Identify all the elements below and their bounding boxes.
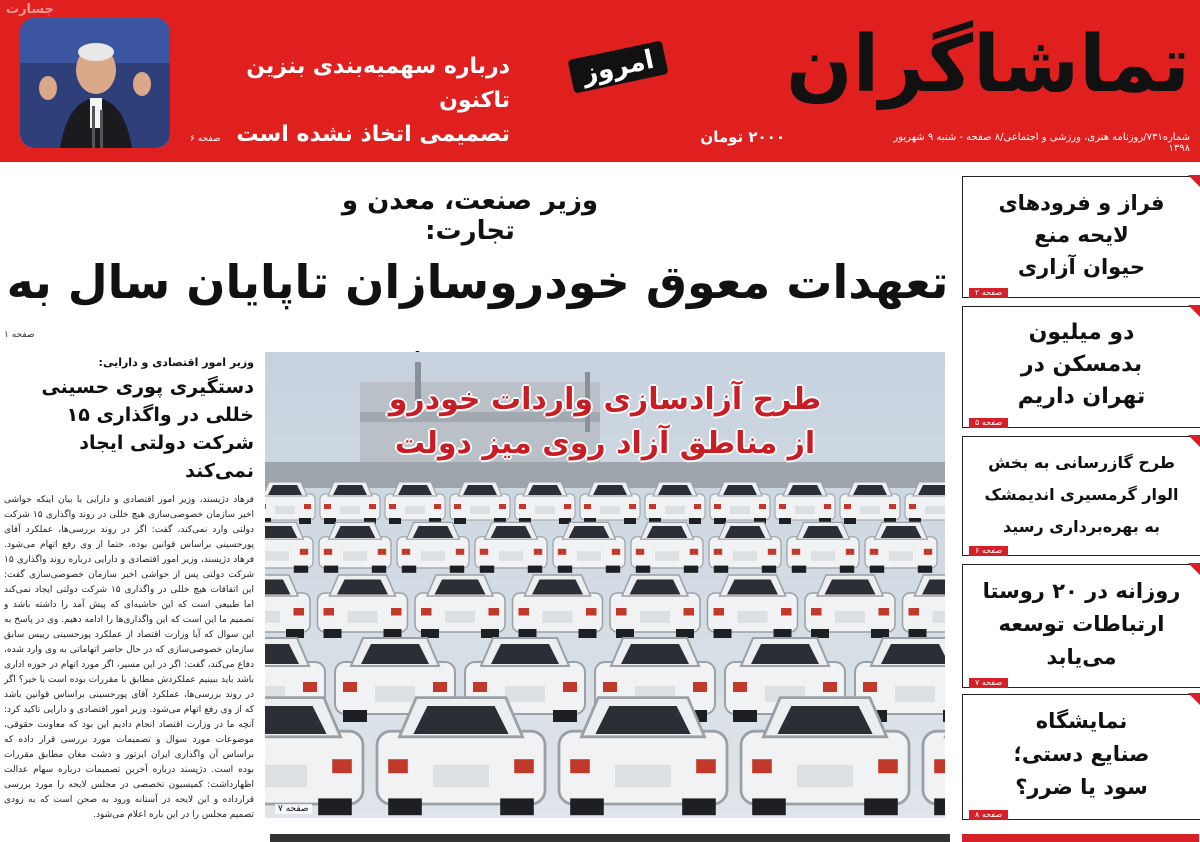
cut-off-headline xyxy=(270,826,950,842)
left-headline-line: خللی در واگذاری ۱۵ xyxy=(66,404,254,426)
left-article-body: فرهاد دژپسند، وزیر امور اقتصادی و دارایی با بیان اینکه حواشی اخیر سازمان خصوصی‌سازی هیچ خللی در روند واگذاری ۱۵ شرکت دولتی وارد نمی‌کند، گفت: اگر در روند بررسی‌ها، عملکرد آقای پورحسینی براساس قوانین بوده، حتما از وی رفع اتهام می‌شود. فرهاد دژپسند، وزیر امور اقتصادی و دارایی درباره روند واگذاری ۱۵ شرکت دولتی پس از حواشی اخیر سازمان خصوصی‌سازی گفت: این اتفاقات هیچ خللی در واگذاری ۱۵ شرکت دولتی ایجاد نمی‌کند اما طبیعی است که این حاشیه‌ای که پیش آمد را داشته باشد و تصمیم ما این است که این واگذاری‌ها را ادامه دهیم. وی در پاسخ به این سوال که آیا وزارت اقتصاد از عملکرد پورحسینی رییس سابق سازمان خصوصی‌سازی که در حال حاضر اتهاماتی به وی وارد شده، دفاع می‌کند، گفت: اگر در این مسیر، اگر مورد اتهام در حوزه اداری باشد باید ببینیم عملکردش مطابق با مقررات بوده است یا خیر؟ اگر در روند بررسی‌ها، عملکرد آقای پورحسینی براساس قوانین باشد که از وی رفع اتهام می‌شود. وزیر امور اقتصادی و دارایی تاکید کرد: آنچه ما در وزارت اقتصاد انجام دادیم این بود که معاونت حقوقی، موضوعات مورد سوال و تصمیمات مورد بررسی قرار داده که براساس آن واگذاری ایران ایرتور و دشت مغان مطابق مقررات بوده است. دژپسند درباره آخرین تصمیمات درباره سهام عدالت اظهارداشت: کمیسیون تخصصی در مجلس لایحه را مورد بررسی قرارداده و این لایحه در آستانه ورود به صحن است که به زودی تصمیم مجلس را در این باره اعلام می‌شود. xyxy=(4,495,254,820)
sidebar-teaser-3[interactable] xyxy=(962,436,1200,556)
logo-badge: امروز xyxy=(568,40,669,93)
cut-off-text-bar xyxy=(270,834,950,842)
photo-headline xyxy=(265,378,945,466)
top-teaser-line1: درباره سهمیه‌بندی بنزین تاکنون xyxy=(246,54,510,113)
price: ۲۰۰۰ تومان xyxy=(700,128,785,146)
sidebar-teaser-line: صنایع دستی؛ xyxy=(1013,742,1150,766)
left-article-kicker: وزیر امور اقتصادی و دارایی: xyxy=(98,356,254,369)
photo-headline-line2: از مناطق آزاد روی میز دولت xyxy=(394,426,816,461)
photo-page: صفحه ۷ xyxy=(275,804,312,814)
sidebar-teaser-line: سود یا ضرر؟ xyxy=(1015,775,1148,799)
sidebar-teaser-line: دو میلیون xyxy=(1028,320,1135,345)
sidebar-teaser-2[interactable] xyxy=(962,306,1200,428)
sidebar-teaser-line: لایحه منع xyxy=(1034,223,1129,247)
sidebar-teaser-page: صفحه ۶ xyxy=(969,546,1008,556)
left-headline-line: دستگیری پوری حسینی xyxy=(41,376,254,398)
top-teaser-line2: تصمیمی اتخاذ نشده است xyxy=(236,122,510,147)
lead-page: صفحه ۱ xyxy=(4,330,35,340)
sidebar-teaser-page: صفحه ۲ xyxy=(969,288,1008,298)
sidebar-teaser-line: فراز و فرودهای xyxy=(998,191,1165,215)
left-headline-line: شرکت دولتی ایجاد نمی‌کند xyxy=(79,432,254,482)
issue-info: شماره۷۳۱/روزنامه هنری، ورزشی و اجتماعی/۸ صفحه - شنبه ۹ شهریور ۱۳۹۸ xyxy=(893,132,1190,154)
minister-photo xyxy=(20,18,170,148)
sidebar-teaser-5[interactable] xyxy=(962,694,1200,820)
sidebar-teaser-line: می‌یابد xyxy=(1046,645,1117,669)
left-article-headline xyxy=(4,373,254,485)
sidebar-teaser-page: صفحه ۷ xyxy=(969,678,1008,688)
top-teaser[interactable] xyxy=(190,50,510,152)
watermark: جسارت xyxy=(6,2,55,17)
newspaper-logo xyxy=(579,10,1190,130)
minister-photo-graphic xyxy=(20,18,170,148)
left-column-article[interactable] xyxy=(0,350,258,842)
logo-text: تماشاگران xyxy=(785,20,1190,110)
cut-off-sidebar-box xyxy=(962,834,1199,842)
photo-headline-line1: طرح آزادسازی واردات خودرو xyxy=(388,382,822,417)
sidebar-teaser-line: طرح گازرسانی به بخش xyxy=(988,453,1175,472)
sidebar-teaser-page: صفحه ۵ xyxy=(969,418,1008,428)
sidebar-teaser-line: تهران داریم xyxy=(1017,384,1146,409)
sidebar-teaser-page: صفحه ۸ xyxy=(969,810,1008,820)
sidebar-teaser-line: ارتباطات توسعه xyxy=(998,612,1165,636)
masthead xyxy=(0,0,1200,162)
lead-headline[interactable]: تعهدات معوق خودروسازان تاپایان سال به xyxy=(6,255,949,309)
sidebar-teaser-4[interactable] xyxy=(962,564,1200,688)
cars-photo[interactable] xyxy=(265,352,945,818)
lead-kicker: وزیر صنعت، معدن و تجارت: xyxy=(341,186,599,246)
sidebar-teaser-1[interactable] xyxy=(962,176,1200,298)
sidebar-teaser-line: روزانه در ۲۰ روستا xyxy=(982,579,1181,603)
sidebar-teaser-line: الوار گرمسیری اندیمشک xyxy=(984,485,1179,504)
sidebar-teaser-line: نمایشگاه xyxy=(1035,709,1128,733)
sidebar-teaser-line: بدمسکن در xyxy=(1020,352,1143,377)
sidebar-teaser-line: به بهره‌برداری رسید xyxy=(1002,517,1161,536)
sidebar-teaser-line: حیوان آزاری xyxy=(1017,255,1146,279)
top-teaser-page: صفحه ۶ xyxy=(190,134,221,144)
